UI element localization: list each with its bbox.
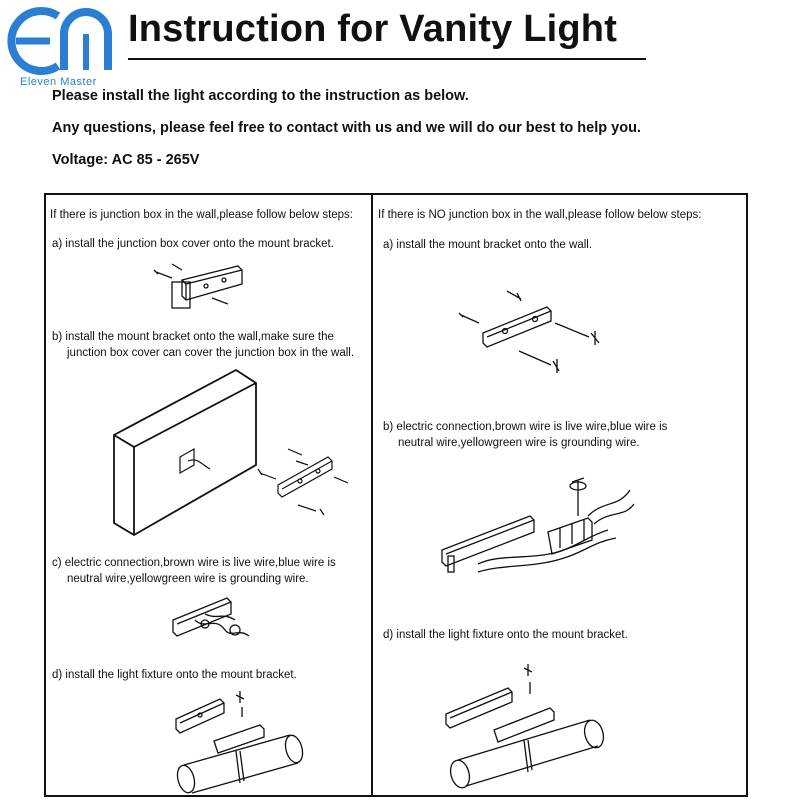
- left-light-fixture-figure: [170, 685, 310, 795]
- right-light-fixture-figure: [440, 660, 620, 790]
- right-step-d: d) install the light fixture onto the mount bracket.: [383, 629, 628, 641]
- left-step-b-line-2: junction box cover can cover the junction box in the wall.: [67, 347, 355, 359]
- junction-cover-bracket-figure: [150, 258, 250, 318]
- left-step-a: a) install the junction box cover onto the mount bracket.: [52, 238, 334, 250]
- logo-mark-icon: [6, 4, 121, 79]
- page-title: Instruction for Vanity Light: [128, 8, 618, 50]
- title-underline: [128, 58, 646, 60]
- intro-line-2: Any questions, please feel free to contact with us and we will do our best to help you.: [52, 120, 641, 136]
- right-step-a: a) install the mount bracket onto the wall.: [383, 239, 593, 251]
- right-step-b-line-2: neutral wire,yellowgreen wire is grounding wire.: [398, 437, 640, 449]
- right-wiring-terminal-figure: [438, 460, 638, 590]
- intro-line-1: Please install the light according to the instruction as below.: [52, 88, 469, 104]
- right-mount-bracket-figure: [455, 285, 615, 385]
- wall-junction-box-figure: [110, 365, 370, 545]
- left-step-d: d) install the light fixture onto the mount bracket.: [52, 669, 297, 681]
- left-heading: If there is junction box in the wall,please follow below steps:: [50, 209, 353, 221]
- right-heading: If there is NO junction box in the wall,please follow below steps:: [378, 209, 702, 221]
- left-step-b-line-1: b) install the mount bracket onto the wall,make sure the: [52, 331, 334, 343]
- right-step-b-line-1: b) electric connection,brown wire is live wire,blue wire is: [383, 421, 668, 433]
- left-step-c-line-1: c) electric connection,brown wire is live wire,blue wire is: [52, 557, 336, 569]
- logo-text: Eleven Master: [20, 76, 97, 88]
- voltage-line: Voltage: AC 85 - 265V: [52, 152, 200, 168]
- column-divider: [371, 193, 373, 797]
- brand-logo: [6, 4, 121, 90]
- left-wiring-figure: [165, 590, 260, 650]
- left-step-c-line-2: neutral wire,yellowgreen wire is grounding wire.: [67, 573, 309, 585]
